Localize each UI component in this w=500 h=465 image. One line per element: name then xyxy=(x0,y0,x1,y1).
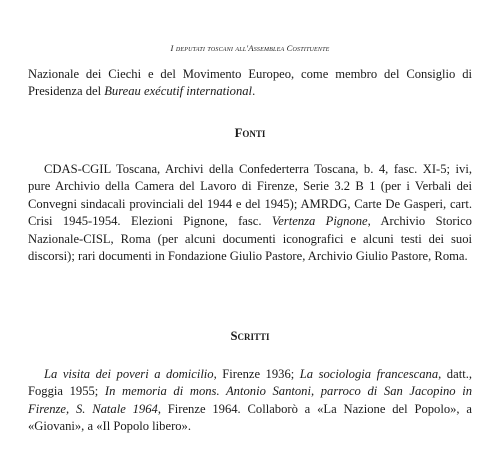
scritti-italic-2: La sociologia francescana xyxy=(299,367,439,381)
scritti-text-3: , Firenze 1964. Collaborò a «La Nazione del Popolo», a «Giovani», a «Il Popolo libero». xyxy=(28,401,472,434)
fonti-text-1: CDAS-CGIL Toscana, Archivi della Confederterra Toscana, b. 4, fasc. XI-5; ivi, pure Archivio della Camera del Lavoro di Firenze, Serie 3.2 B 1 (per i Verbali dei Convegni sindacali provinciali del 1944 e del 1945); AMRDG, Carte De Gasperi, cart. Crisi 1945-1954. Elezioni Pignone, fasc. xyxy=(28,162,472,229)
intro-text: Nazionale dei Ciechi e del Movimento Europeo, come membro del Consiglio di Presidenza del xyxy=(28,67,472,99)
fonti-heading: Fonti xyxy=(234,126,266,140)
intro-italic: Bureau exécutif international xyxy=(104,84,253,99)
intro-paragraph xyxy=(28,66,472,101)
scritti-italic-1: La visita dei poveri a domicilio xyxy=(44,367,214,381)
intro-end: . xyxy=(252,84,256,99)
fonti-text-2: , Archivio Storico Nazionale-CISL, Roma (per alcuni documenti iconografici e alcuni testi dei suoi discorsi); rari documenti in Fondazione Giulio Pastore, Archivio Giulio Pastore, Roma. xyxy=(28,214,472,264)
scritti-italic-3: In memoria di mons. Antonio Santoni, parroco di San Jacopino in Firenze, S. Natale 1964 xyxy=(28,384,472,416)
scritti-heading: Scritti xyxy=(230,329,270,343)
scritti-text-1: , Firenze 1936; xyxy=(213,367,300,381)
scritti-paragraph xyxy=(28,366,472,436)
running-head: I deputati toscani all'Assemblea Costituente xyxy=(170,43,330,53)
fonti-italic-1: Vertenza Pignone xyxy=(271,214,368,229)
fonti-paragraph xyxy=(28,161,472,265)
scritti-text-2: , datt., Foggia 1955; xyxy=(28,367,472,399)
